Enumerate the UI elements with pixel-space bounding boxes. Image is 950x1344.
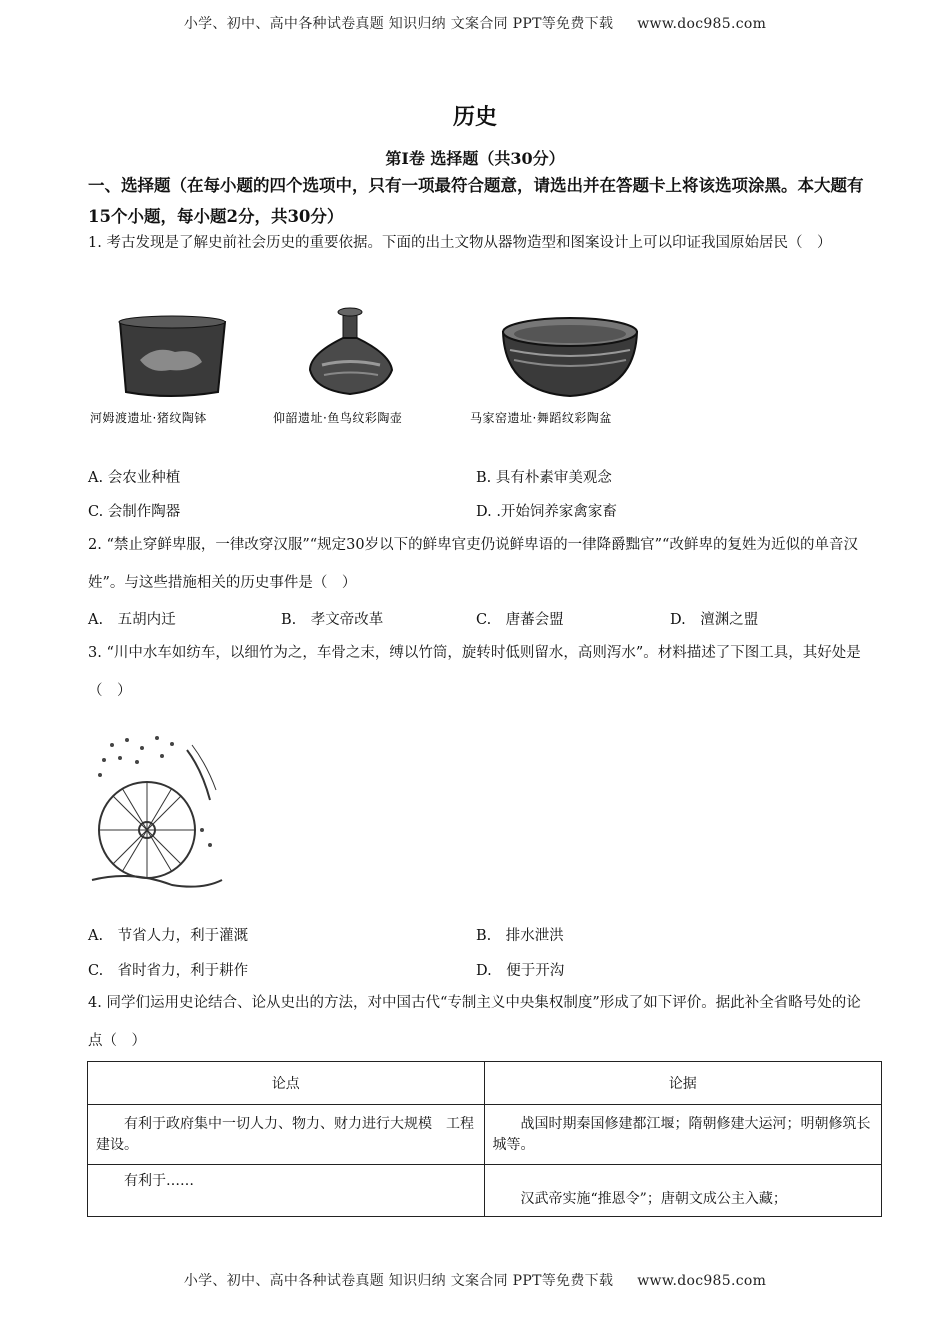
question-1-stem: 1. 考古发现是了解史前社会历史的重要依据。下面的出土文物从器物造型和图案设计上可以印证我国原始居民（ ） [88, 235, 832, 251]
q2-option-a[interactable]: A. 五胡内迁 [88, 612, 176, 628]
page-header [0, 13, 950, 33]
header-site-link[interactable]: www.doc985.com [637, 16, 767, 32]
page-title: 历史 [452, 104, 497, 130]
q1-option-c[interactable]: C. 会制作陶器 [88, 504, 181, 520]
q2-option-b[interactable]: B. 孝文帝改革 [281, 612, 384, 628]
q1-artifacts-figure [90, 310, 670, 435]
question-4-stem: 4. 同学们运用史论结合、论从史出的方法，对中国古代“专制主义中央集权制度”形成了如下评价。据此补全省略号处的论点（ ） [88, 995, 861, 1049]
q3-option-c[interactable]: C. 省时省力，利于耕作 [88, 963, 249, 979]
q2-option-d[interactable]: D. 澶渊之盟 [670, 612, 759, 628]
waterwheel-image [92, 730, 222, 895]
caption-basin: 马家窑遗址·舞蹈纹彩陶盆 [470, 411, 612, 425]
table-row [88, 1105, 882, 1165]
caption-pot: 仰韶遗址·鱼鸟纹彩陶壶 [273, 411, 403, 425]
q3-option-a[interactable]: A. 节省人力，利于灌溉 [88, 928, 249, 944]
question-3-stem: 3. “川中水车如纺车，以细竹为之，车骨之末，缚以竹筒，旋转时低则留水，高则泻水”。材料描述了下图工具，其好处是（ ） [88, 645, 861, 699]
argument-evidence-table [87, 1061, 882, 1217]
page-footer [0, 1270, 950, 1290]
col-header-argument: 论点 [88, 1062, 485, 1105]
pig-pattern-bowl-image [119, 316, 225, 396]
footer-text: 小学、初中、高中各种试卷真题 知识归纳 文案合同 PPT等免费下载 [183, 1273, 614, 1289]
q3-option-d[interactable]: D. 便于开沟 [476, 963, 565, 979]
q1-option-a[interactable]: A. 会农业种植 [88, 470, 181, 486]
table-cell-evidence: 汉武帝实施“推恩令”；唐朝文成公主入藏； [484, 1165, 882, 1217]
question-2-stem: 2. “禁止穿鲜卑服，一律改穿汉服”“规定30岁以下的鲜卑官吏仍说鲜卑语的一律降爵黜官”“改鲜卑的复姓为近似的单音汉姓”。与这些措施相关的历史事件是（ ） [88, 537, 858, 591]
col-header-evidence: 论据 [484, 1062, 882, 1105]
section-subtitle: 第Ⅰ卷 选择题（共30分） [385, 149, 565, 168]
table-header-row [88, 1062, 882, 1105]
table-cell-evidence: 战国时期秦国修建都江堰；隋朝修建大运河；明朝修筑长城等。 [484, 1105, 882, 1165]
caption-bowl: 河姆渡遗址·猪纹陶钵 [90, 411, 207, 425]
q1-option-d[interactable]: D. .开始饲养家禽家畜 [476, 504, 617, 520]
table-cell-argument: 有利于…… [88, 1165, 485, 1217]
footer-site-link[interactable]: www.doc985.com [637, 1273, 767, 1289]
dance-pattern-basin-image [503, 318, 637, 396]
section-heading: 一、选择题（在每小题的四个选项中，只有一项最符合题意，请选出并在答题卡上将该选项涂黑。本大题有15个小题，每小题2分，共30分） [88, 176, 864, 226]
q2-option-c[interactable]: C. 唐蕃会盟 [476, 612, 564, 628]
q1-option-b[interactable]: B. 具有朴素审美观念 [476, 470, 612, 486]
header-text: 小学、初中、高中各种试卷真题 知识归纳 文案合同 PPT等免费下载 [183, 16, 614, 32]
fish-bird-pot-image [310, 308, 392, 394]
table-row [88, 1165, 882, 1217]
q3-option-b[interactable]: B. 排水泄洪 [476, 928, 564, 944]
table-cell-argument: 有利于政府集中一切人力、物力、财力进行大规模 工程建设。 [88, 1105, 485, 1165]
